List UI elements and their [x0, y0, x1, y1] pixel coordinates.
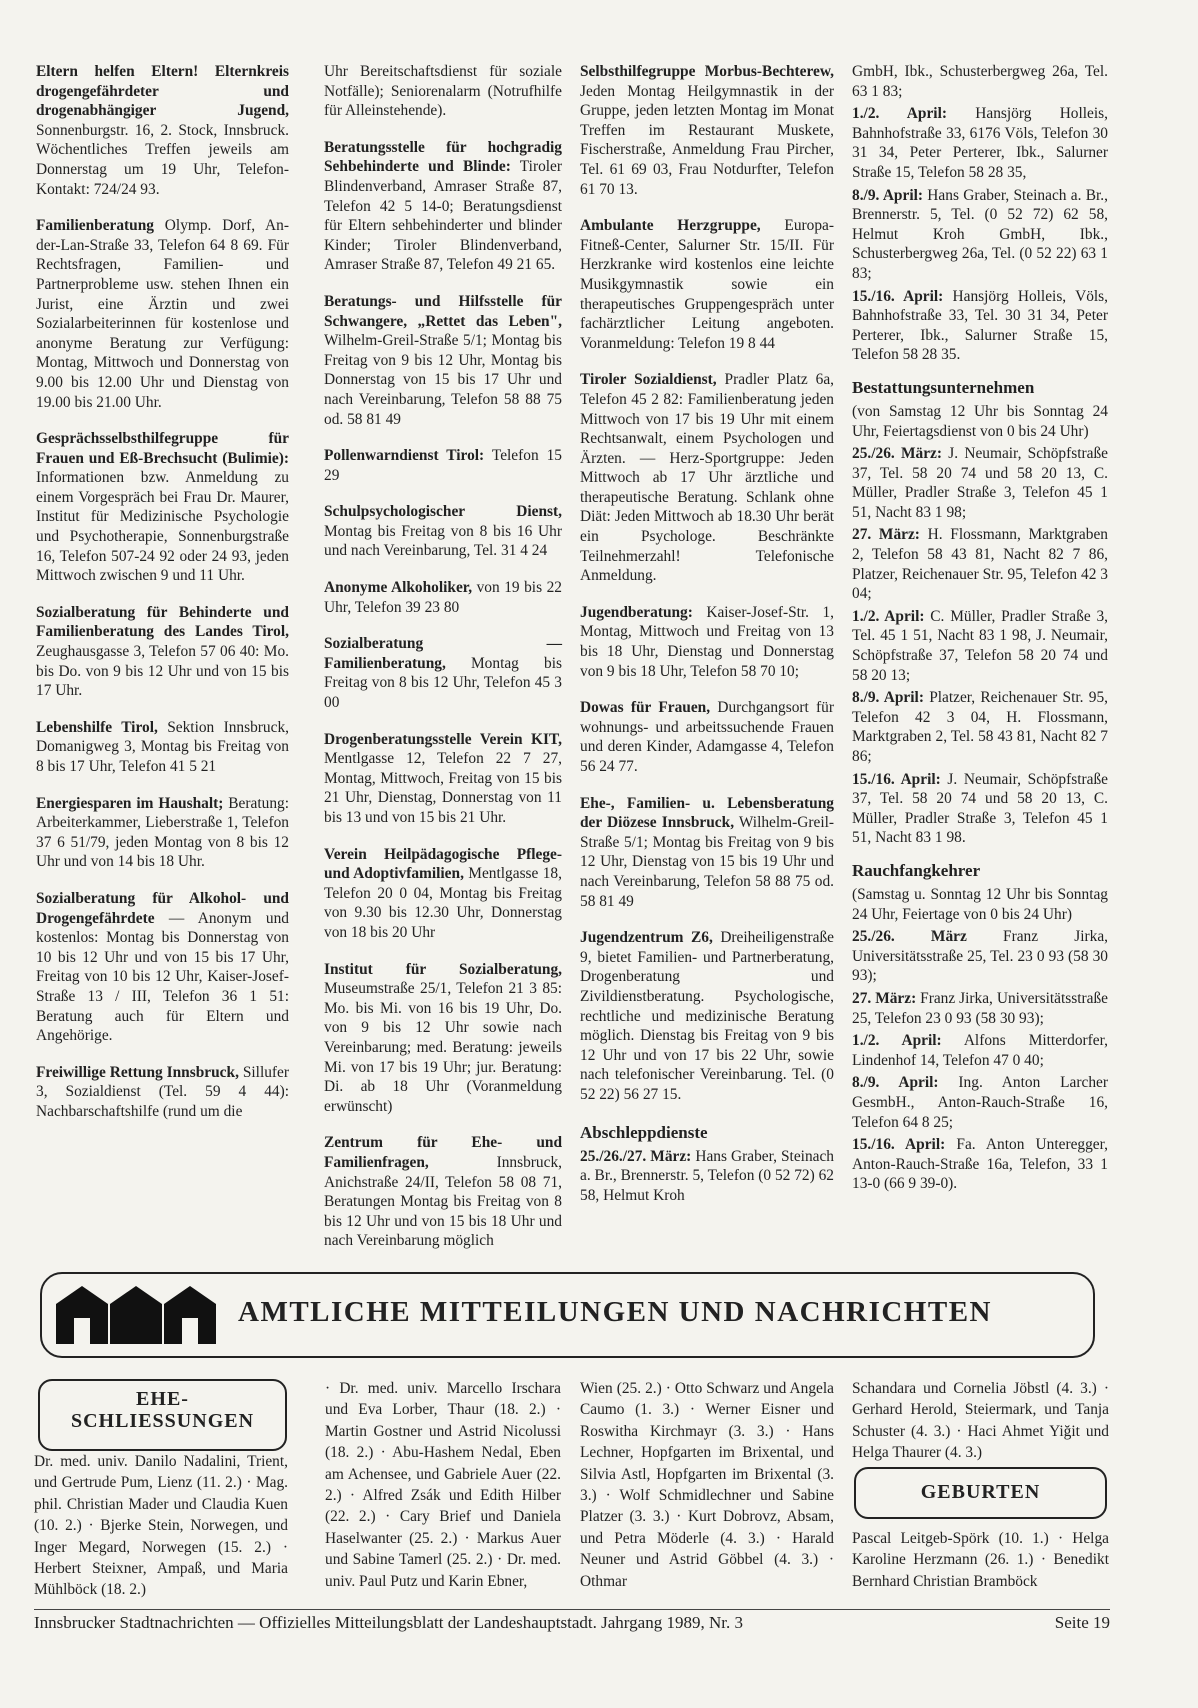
eheschliessungen-heading-line2: SCHLIESSUNGEN: [70, 1410, 255, 1432]
page-footer: [34, 1613, 1110, 1633]
col2-entry-title: Beratungsstelle für hochgradig Sehbehinderte und Blinde:: [324, 138, 562, 176]
rauch-entry: [852, 1031, 1108, 1070]
bestattung-entry: [852, 444, 1108, 522]
rauch-entry-title: 1./2. April:: [852, 1032, 942, 1050]
rauchfangkehrer-list: [852, 885, 1108, 1194]
bestattung-entry-text: C. Müller, Pradler Straße 3, Tel. 45 1 51, Nacht 83 1 98, J. Neumair, Schöpfstraße 37, Telefon 58 20 74 und 58 20 13;: [852, 607, 1109, 684]
eheschliessungen-col-3: Wien (25. 2.) · Otto Schwarz und Angela Caumo (1. 3.) · Werner Eisner und Roswitha Kirchmayr (3. 3.) · Hans Lechner, Hopfgarten im Brixental, und Silvia Astl, Hopfgarten im Brixental (3. 3.) · Wolf Schmidlechner und Sabine Platzer (3. 3.) · Kurt Dobrovz, Absam, und Petra Möderle (4. 3.) · Harald Neuner und Astrid Göbbel (4. 3.) · Othmar: [580, 1380, 834, 1590]
col3-entry-title: Tiroler Sozialdienst,: [580, 371, 717, 389]
col2-entry-text: Mentlgasse 12, Telefon 22 7 27, Montag, Mittwoch, Freitag von 15 bis 21 Uhr, Dienstag, Donnerstag von 11 bis 13 und von 15 bis 21 Uhr.: [324, 750, 562, 826]
eheschliessungen-heading-line1: EHE-: [136, 1388, 189, 1410]
col1-entry: [36, 62, 289, 199]
col4a-entry: [852, 104, 1108, 182]
abschlepp-entry-title: 25./26./27. März:: [580, 1147, 692, 1165]
rauch-entry-text: Fa. Anton Unteregger, Anton-Rauch-Straße 16a, Telefon, 33 1 13-0 (66 9 39-0).: [852, 1136, 1108, 1193]
footer-divider: [34, 1609, 1110, 1610]
eheschliessungen-col-2: · Dr. med. univ. Marcello Irschara und Eva Lorber, Thaur (18. 2.) · Martin Gostner und Astrid Nicolussi (18. 2.) · Abu-Hashem Nedal, Eben am Achensee, und Gabriele Auer (22. 2.) · Alfred Zsák und Edith Hilber (22. 2.) · Cary Brief und Daniela Haselwanter (25. 2.) · Markus Auer und Sabine Tamerl (25. 2.) · Dr. med. univ. Paul Putz und Karin Ebner,: [325, 1380, 561, 1590]
rauch-entry-text: (Samstag u. Sonntag 12 Uhr bis Sonntag 24 Uhr, Feiertage von 0 bis 24 Uhr): [852, 885, 1108, 923]
col4a-entry: [852, 287, 1108, 365]
col2-entry-title: Pollenwarndienst Tirol:: [324, 447, 485, 465]
col2-entry-text: Mentlgasse 18, Telefon 20 0 04, Montag bis Freitag von 9.30 bis 12.30 Uhr, Donnerstag von 18 bis 20 Uhr: [324, 865, 562, 941]
rauch-entry: [852, 1135, 1108, 1194]
bestattung-entry-text: H. Flossmann, Marktgraben 2, Telefon 58 43 81, Nacht 82 7 86, Platzer, Reichenauer Str. 95, Telefon 42 3 04;: [852, 526, 1108, 603]
col3-entry-text: Pradler Platz 6a, Telefon 45 2 82: Familienberatung jeden Mittwoch von 17 bis 19 Uhr mit einem Rechtsanwalt, einem Psychologen und Ärzten. — Herz-Sportgruppe: Jeden Mittwoch ab 17 Uhr ärztliche und therapeutische Beratung. Schlank ohne Diät: Jeden Mittwoch ab 18.30 Uhr berät ein Psychologe. Beschränkte Teilnehmerzahl! Telefonische Anmeldung.: [580, 371, 834, 585]
col2-entry-title: Institut für Sozialberatung,: [324, 960, 562, 978]
col3-entry: [580, 603, 834, 681]
rauch-entry: [852, 1073, 1108, 1132]
col2-entry-text: Innsbruck, Anichstraße 24/II, Telefon 58 08 71, Beratungen Montag bis Freitag von 8 bis 12 Uhr und von 15 bis 18 Uhr und nach Vereinbarung möglich: [324, 1153, 562, 1250]
col3-entry-title: Jugendzentrum Z6,: [580, 929, 713, 947]
rauch-entry-text: Franz Jirka, Universitätsstraße 25, Telefon 23 0 93 (58 30 93);: [852, 989, 1108, 1027]
col2-entry: [324, 578, 562, 617]
col2-entry-text: Museumstraße 25/1, Telefon 21 3 85: Mo. bis Mi. von 16 bis 19 Uhr, Do. von 9 bis 12 Uhr sowie nach Vereinbarung; med. Beratung: jeweils Mi. von 17 bis 19 Uhr; jur. Beratung: Di. ab 18 Uhr (Voranmeldung erwünscht): [324, 980, 562, 1115]
column-3-entries: [580, 62, 834, 1105]
col1-entry-text: Sillufer 3, Sozialdienst (Tel. 59 4 44): Nachbarschaftshilfe (rund um die: [36, 1063, 289, 1120]
bestattung-entry-title: 27. März:: [852, 526, 920, 544]
col1-entry: [36, 216, 289, 412]
col3-entry: [580, 62, 834, 199]
abschleppdienste-list: [580, 1147, 834, 1206]
geburten-heading: GEBURTEN: [854, 1467, 1107, 1519]
bestattung-entry-title: 1./2. April:: [852, 607, 925, 625]
col2-entry: [324, 960, 562, 1117]
col3-entry-text: Wilhelm-Greil-Straße 5/1; Montag bis Freitag von 9 bis 12 Uhr, Dienstag von 15 bis 19 Uhr und nach Vereinbarung, Telefon 58 88 75 od. 58 81 49: [580, 814, 834, 910]
col1-entry: [36, 1063, 289, 1122]
rauch-entry: [852, 885, 1108, 924]
col3-entry-title: Ambulante Herzgruppe,: [580, 217, 761, 235]
rauch-entry-title: 15./16. April:: [852, 1136, 946, 1154]
col4a-entry-text: Hansjörg Holleis, Bahnhofstraße 33, 6176 Völs, Telefon 30 31 34, Peter Perterer, Ibk., Salurner Straße 15, Telefon 58 28 35,: [852, 105, 1108, 181]
column-2: [324, 62, 562, 1268]
col3-entry-text: Durchgangsort für wohnungs- und arbeitssuchende Frauen und deren Kinder, Adamgasse 4, Telefon 56 24 77.: [580, 699, 834, 775]
col1-entry-text: Beratung: Arbeiterkammer, Lieberstraße 1, Telefon 37 6 51/79, jeden Montag von 8 bis 12 Uhr und von 14 bis 18 Uhr.: [36, 794, 289, 871]
col1-entry-text: Sonnenburgstr. 16, 2. Stock, Innsbruck. Wöchentliches Treffen jeweils am Donnerstag um 19 Uhr, Telefon-Kontakt: 724/24 93.: [36, 121, 289, 198]
bestattung-entry-text: Platzer, Reichenauer Str. 95, Telefon 42 3 04, H. Flossmann, Marktgraben 2, Tel. 58 43 81, Nacht 82 7 86;: [852, 689, 1108, 765]
col1-entry: [36, 794, 289, 872]
col4a-entry-text: Hans Graber, Steinach a. Br., Brennerstr. 5, Tel. (0 52 72) 62 58, Helmut Kroh GmbH, Ibk., Schusterbergweg 26a, Tel. (0 52 22) 63 1 83;: [852, 186, 1108, 282]
banner-title: AMTLICHE MITTEILUNGEN UND NACHRICHTEN: [238, 1296, 992, 1328]
col2-entry-text: Tiroler Blindenverband, Amraser Straße 87, Telefon 42 5 14-0; Beratungsdienst für Eltern sehbehinderter und blinder Kinder; Tiroler Blindenverband, Amraser Straße 87, Telefon 49 21 65.: [324, 158, 562, 274]
col4a-entry: [852, 62, 1108, 101]
col2-entry-title: Beratungs- und Hilfsstelle für Schwangere, „Rettet das Leben",: [324, 292, 562, 330]
rauch-entry-text: Alfons Mitterdorfer, Lindenhof 14, Telefon 47 0 40;: [852, 1032, 1108, 1069]
col2-entry: [324, 292, 562, 429]
col2-entry-text: Montag bis Freitag von 8 bis 16 Uhr und nach Vereinbarung, Tel. 31 4 24: [324, 522, 562, 560]
bestattung-entry-text: (von Samstag 12 Uhr bis Sonntag 24 Uhr, Feiertagsdienst von 0 bis 24 Uhr): [852, 402, 1108, 440]
col2-entry-text: Wilhelm-Greil-Straße 5/1; Montag bis Freitag von 9 bis 12 Uhr, Montag bis Donnerstag von 15 bis 17 Uhr und nach Vereinbarung, Telefon 58 88 75 od. 58 81 49: [324, 332, 562, 428]
col3-entry: [580, 216, 834, 353]
abschlepp-entry-text: Hans Graber, Steinach a. Br., Brennerstr. 5, Telefon (0 52 72) 62 58, Helmut Kroh: [580, 1147, 834, 1204]
col2-entry: [324, 634, 562, 712]
bestattung-entry-title: 15./16. April:: [852, 770, 941, 788]
col2-entry-title: Schulpsychologischer Dienst,: [324, 503, 562, 521]
col2-entry: [324, 730, 562, 828]
col4a-entry-text: Hansjörg Holleis, Völs, Bahnhofstraße 33, Tel. 30 31 34, Peter Perterer, Ibk., Salurner Straße 15, Telefon 58 28 35.: [852, 287, 1109, 364]
col2-entry-title: Anonyme Alkoholiker,: [324, 579, 473, 597]
col4a-entry-title: 8./9. April:: [852, 186, 923, 204]
col3-entry: [580, 794, 834, 912]
col2-entry: [324, 845, 562, 943]
col2-entry: [324, 62, 562, 121]
col2-entry: [324, 138, 562, 275]
col1-entry-text: Informationen bzw. Anmeldung zu einem Vorgespräch bei Frau Dr. Maurer, Institut für Medizinische Psychologie und Psychotherapie, Sonnenburgstraße 16, Telefon 507-24 92 oder 24 93, jeden Mittwoch zwischen 9 und 11 Uhr.: [36, 469, 289, 585]
col2-entry: [324, 1133, 562, 1251]
col1-entry-title: Freiwillige Rettung Innsbruck,: [36, 1063, 239, 1081]
col1-entry-text: Olymp. Dorf, An-der-Lan-Straße 33, Telefon 64 8 69. Für Rechtsfragen, Familien- und Partnerprobleme usw. stehen Ihnen ein Jurist, eine Ärztin und zwei Sozialarbeiterinnen für kostenlose und anonyme Beratung zur Verfügung: Montag, Mittwoch und Donnerstag von 9.00 bis 12.00 Uhr und Dienstag von 19.00 bis 21.00 Uhr.: [36, 217, 289, 411]
col3-entry: [580, 370, 834, 586]
col1-entry: [36, 889, 289, 1046]
rauch-entry-title: 25./26. März: [852, 928, 967, 946]
col4a-entry: [852, 186, 1108, 284]
col3-entry: [580, 928, 834, 1104]
col1-entry-title: Gesprächsselbsthilfegruppe für Frauen und Eß-Brechsucht (Bulimie):: [36, 430, 289, 467]
column-1: [36, 62, 289, 1139]
col3-entry-title: Jugendberatung:: [580, 603, 693, 621]
eheschliessungen-col-1: Dr. med. univ. Danilo Nadalini, Trient, und Gertrude Pum, Lienz (11. 2.) · Mag. phil. Christian Mader und Claudia Kuen (10. 2.) · Bjerke Stein, Norwegen, und Inger Megard, Norwegen (15. 2.) · Herbert Steixner, Ampaß, und Maria Mühlböck (18. 2.): [34, 1453, 288, 1599]
col2-entry: [324, 502, 562, 561]
column-3: [580, 62, 834, 1208]
bestattung-entry: [852, 607, 1108, 685]
bestattung-entry: [852, 688, 1108, 766]
bestattung-entry: [852, 525, 1108, 603]
page-number: Seite 19: [1054, 1613, 1110, 1632]
col1-entry-text: Sektion Innsbruck, Domanigweg 3, Montag bis Freitag von 8 bis 17 Uhr, Telefon 41 5 21: [36, 718, 290, 775]
col2-entry-title: Zentrum für Ehe- und Familienfragen,: [324, 1134, 562, 1171]
col3-entry-text: Jeden Montag Heilgymnastik in der Gruppe, jeden letzten Montag im Monat Treffen im Restaurant Muskete, Fischerstraße, Anmeldung Frau Pircher, Tel. 61 69 03, Frau Notdurfter, Telefon 61 70 13.: [580, 82, 834, 198]
col1-entry-title: Energiesparen im Haushalt;: [36, 794, 224, 812]
col3-entry-text: Dreiheiligenstraße 9, bietet Familien- und Partnerberatung, Drogenberatung und Zivildienstberatung. Psychologische, rechtliche und medizinische Beratung möglich. Dienstag bis Freitag von 9 bis 12 Uhr und von 17 bis 22 Uhr, sowie nach telefonischer Vereinbarung. Tel. (0 52 22) 56 27 15.: [580, 929, 834, 1103]
col4a-entry-title: 15./16. April:: [852, 287, 944, 305]
section-banner: [40, 1272, 1095, 1358]
col2-entry-text: Uhr Bereitschaftsdienst für soziale Notfälle); Seniorenalarm (Notrufhilfe für Alleinstehende).: [324, 63, 562, 120]
col3-entry-text: Europa-Fitneß-Center, Salurner Str. 15/II. Für Herzkranke wird kostenlos eine leichte Musikgymnastik sowie ein therapeutisches Gruppengespräch unter fachärztlicher Leitung angeboten. Voranmeldung: Telefon 19 8 44: [580, 217, 834, 352]
bestattung-entry-title: 25./26. März:: [852, 445, 943, 463]
col3-entry-text: Kaiser-Josef-Str. 1, Montag, Mittwoch und Freitag von 13 bis 18 Uhr, Dienstag und Donnerstag von 9 bis 18 Uhr, Telefon 58 70 10;: [580, 603, 834, 680]
col4a-entry-title: 1./2. April:: [852, 105, 947, 123]
bestattung-entry: [852, 402, 1108, 441]
col4a-entry-text: GmbH, Ibk., Schusterbergweg 26a, Tel. 63 1 83;: [852, 63, 1108, 100]
col2-entry-text: von 19 bis 22 Uhr, Telefon 39 23 80: [324, 579, 562, 616]
col1-entry-text: — Anonym und kostenlos: Montag bis Donnerstag von 10 bis 12 Uhr und von 15 bis 17 Uhr, Freitag von 10 bis 12 Uhr, Kaiser-Josef-Straße 13 / III, Telefon 36 1 51: Beratung auch für Eltern und Angehörige.: [36, 909, 289, 1045]
col3-entry-title: Dowas für Frauen,: [580, 699, 711, 717]
bestattung-entry-text: J. Neumair, Schöpfstraße 37, Tel. 58 20 74 und 58 20 13, C. Müller, Pradler Straße 3, Telefon 45 1 51, Nacht 83 1 98;: [852, 445, 1109, 521]
col3-entry-title: Selbsthilfegruppe Morbus-Bechterew,: [580, 63, 834, 80]
col1-entry-title: Sozialberatung für Alkohol- und Drogengefährdete: [36, 889, 289, 927]
footer-publication: Innsbrucker Stadtnachrichten — Offizielles Mitteilungsblatt der Landeshauptstadt. Jahrgang 1989, Nr. 3: [34, 1613, 743, 1632]
col3-entry-title: Ehe-, Familien- u. Lebensberatung der Diözese Innsbruck,: [580, 794, 834, 832]
col1-entry-title: Sozialberatung für Behinderte und Familienberatung des Landes Tirol,: [36, 603, 289, 641]
geburten-text: Pascal Leitgeb-Spörk (10. 1.) · Helga Karoline Herzmann (26. 1.) · Benedikt Bernhard Christian Bramböck: [852, 1530, 1109, 1590]
eheschliessungen-heading: [38, 1379, 287, 1451]
abschlepp-entry: [580, 1147, 834, 1206]
col2-entry-text: Montag bis Freitag von 8 bis 12 Uhr, Telefon 45 3 00: [324, 654, 562, 712]
col1-entry-title: Eltern helfen Eltern! Elternkreis drogengefährdeter und drogenabhängiger Jugend,: [36, 63, 289, 120]
rauch-entry-text: Ing. Anton Larcher GesmbH., Anton-Rauch-Straße 16, Telefon 64 8 25;: [852, 1074, 1108, 1131]
abschleppdienste-heading: Abschleppdienste: [580, 1122, 708, 1142]
eheschliessungen-col-4: Schandara und Cornelia Jöbstl (4. 3.) · Gerhard Herold, Steiermark, und Tanja Schuster (4. 3.) · Haci Ahmet Yiğit und Helga Thaurer (4. 3.): [852, 1380, 1109, 1462]
col1-entry-text: Zeughausgasse 3, Telefon 57 06 40: Mo. bis Do. von 9 bis 12 Uhr und von 15 bis 17 Uhr.: [36, 643, 289, 700]
col2-entry-title: Drogenberatungsstelle Verein KIT,: [324, 730, 562, 748]
bestattung-entry-text: J. Neumair, Schöpfstraße 37, Tel. 58 20 74 und 58 20 13, C. Müller, Pradler Straße 3, Telefon 45 1 51, Nacht 83 1 98.: [852, 770, 1108, 847]
col3-entry: [580, 698, 834, 776]
column-4: [852, 62, 1108, 1197]
rauch-entry: [852, 927, 1108, 986]
col1-entry-title: Lebenshilfe Tirol,: [36, 718, 158, 736]
bestattung-heading: Bestattungsunternehmen: [852, 377, 1035, 397]
rauch-entry: [852, 989, 1108, 1028]
bestattung-entry-title: 8./9. April:: [852, 689, 924, 707]
bestattung-entry: [852, 770, 1108, 848]
abschleppdienste-continued: [852, 62, 1108, 365]
col1-entry: [36, 429, 289, 586]
col2-entry-title: Verein Heilpädagogische Pflege- und Adoptivfamilien,: [324, 845, 562, 883]
col1-entry-title: Familienberatung: [36, 217, 154, 235]
col1-entry: [36, 603, 289, 701]
col2-entry: [324, 446, 562, 485]
city-logo-icon: [54, 1282, 219, 1344]
bestattung-list: [852, 402, 1108, 848]
col2-entry-title: Sozialberatung — Familienberatung,: [324, 635, 562, 672]
col1-entry: [36, 718, 289, 777]
rauch-entry-text: Franz Jirka, Universitätsstraße 25, Tel. 23 0 93 (58 30 93);: [852, 928, 1108, 985]
rauchfangkehrer-heading: Rauchfangkehrer: [852, 860, 981, 880]
rauch-entry-title: 27. März:: [852, 989, 917, 1007]
rauch-entry-title: 8./9. April:: [852, 1074, 939, 1092]
col2-entry-text: Telefon 15 29: [324, 447, 562, 484]
